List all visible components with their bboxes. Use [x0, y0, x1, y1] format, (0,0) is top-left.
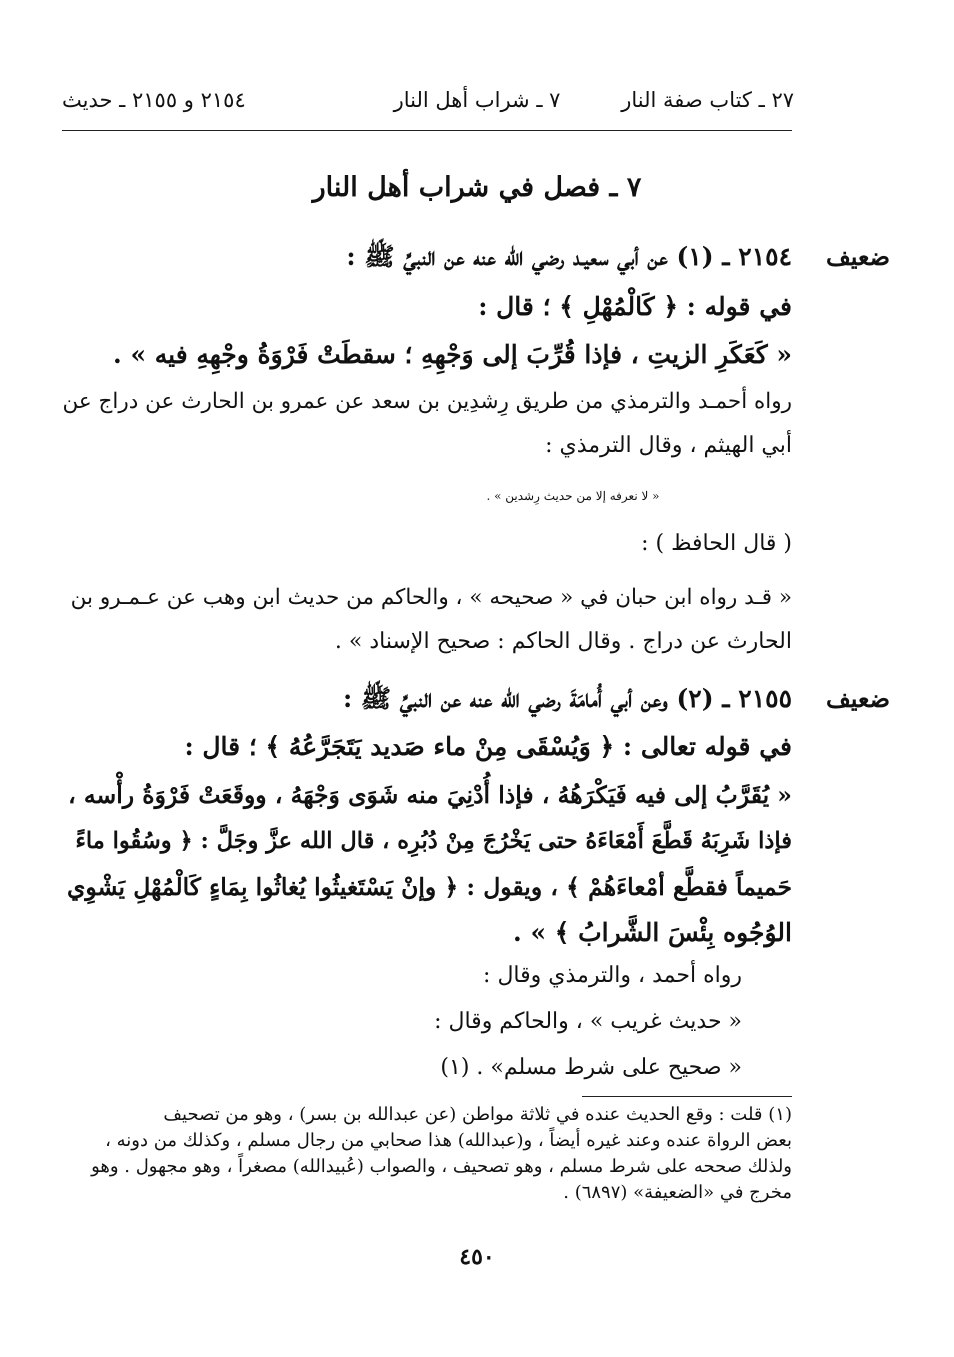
header-book-title: ٢٧ ـ كتاب صفة النار: [621, 88, 794, 112]
hadith-2154-line-2: في قوله : ﴿ كَالْمُهْلِ ﴾ ؛ قال :: [478, 292, 792, 321]
page-number: ٤٥٠: [459, 1244, 495, 1270]
footnote-line-4: مخرج في «الضعيفة» (٦٨٩٧) .: [563, 1182, 792, 1203]
hadith-2154-quote-tirmidhi: « لا نعرفه إلا من حديث رِشدين » .: [486, 489, 660, 503]
hadith-2154-grade: ضعيف: [825, 242, 890, 271]
hadith-2155-line-5: حَميماً فقطَّع أمْعاءَهُمْ ﴾ ، ويقول : ﴿ وإنْ يَسْتَغيثُوا يُغاثُوا بِمَاءٍ كَالْمُهْلِ يَشْوِي: [67, 873, 792, 901]
footnote-divider: [582, 1096, 792, 1097]
section-title: ٧ ـ فصل في شراب أهل النار: [312, 172, 642, 203]
header-hadith-range: ٢١٥٤ و ٢١٥٥ ـ حديث: [62, 88, 246, 112]
hadith-2155-grade: ضعيف: [825, 684, 890, 713]
hadith-2154-commentary-2: أبي الهيثم ، وقال الترمذي :: [545, 433, 792, 458]
hadith-2155-commentary-3: « صحيح على شرط مسلم» . (١): [440, 1055, 742, 1080]
hadith-2155-line-6: الوُجُوه بِئْسَ الشَّرابُ ﴾ » .: [513, 918, 792, 947]
footnote-line-1: (١) قلت : وقع الحديث عنده في ثلاثة مواطن (عن عبدالله بن بسر) ، وهو من تصحيف: [163, 1104, 792, 1125]
hadith-2155-line-1: ٢١٥٥ ـ (٢) وعن أبي أُمامَةَ رضي الله عنه عن النبيِّ ﷺ :: [342, 684, 792, 713]
hadith-2155-commentary-1: رواه أحمد ، والترمذي وقال :: [483, 963, 742, 988]
hadith-2154-commentary-6: الحارث عن دراج . وقال الحاكم : صحيح الإسناد » .: [334, 629, 792, 654]
hadith-2155-commentary-2: « حديث غريب » ، والحاكم وقال :: [434, 1009, 742, 1034]
hadith-2155-line-2: في قوله تعالى : ﴿ وَيُسْقَى مِنْ ماء صَديد يَتَجَرَّعُهُ ﴾ ؛ قال :: [184, 732, 792, 761]
hadith-2155-line-4: فإذا شَرِبَهُ قَطَّعَ أَمْعَاءَهُ حتى يَخْرُجَ مِنْ دُبُرِه ، قال الله عزَّ وجَلَّ : ﴿ وسُقُوا ماءً: [75, 828, 792, 854]
header-chapter-title: ٧ ـ شراب أهل النار: [393, 88, 561, 112]
footnote-line-3: ولذلك صححه على شرط مسلم ، وهو تصحيف ، والصواب (عُبيدالله) مصغراً ، وهو مجهول . وهو: [91, 1156, 792, 1177]
hadith-2154-commentary-4: ( قال الحافظ ) :: [641, 531, 792, 556]
hadith-2154-commentary-1: رواه أحمـد والترمذي من طريق رِشدِين بن سعد عن عمرو بن الحارث عن دراج عن: [62, 389, 792, 414]
hadith-2154-line-3: « كَعَكَرِ الزيتِ ، فإذا قُرِّبَ إلى وَجْهِهِ ؛ سقطَتْ فَرْوَةُ وجْهِهِ فيه » .: [113, 340, 792, 369]
hadith-2154-commentary-5: « قـد رواه ابن حبان في « صحيحه » ، والحاكم من حديث ابن وهب عن عـمـرو بن: [70, 585, 792, 610]
footnote-line-2: بعض الرواة عنده وعند غيره أيضاً ، و(عبدالله) هذا صحابي من رجال مسلم ، وكذلك من دونه ،: [105, 1130, 792, 1151]
hadith-2155-line-3: « يُقَرَّبُ إلى فيه فَيَكْرَهُهُ ، فإذا أُدْنِيَ منه شَوَى وَجْهَهُ ، ووقَعَتْ فَرْوَةُ رأْسه ،: [68, 781, 792, 809]
hadith-2154-commentary-3: [0, 480, 906, 512]
header-divider: [62, 130, 792, 131]
hadith-2154-line-1: ٢١٥٤ ـ (١) عن أبي سعيـد رضي الله عنه عن النبيِّ ﷺ :: [346, 242, 792, 271]
